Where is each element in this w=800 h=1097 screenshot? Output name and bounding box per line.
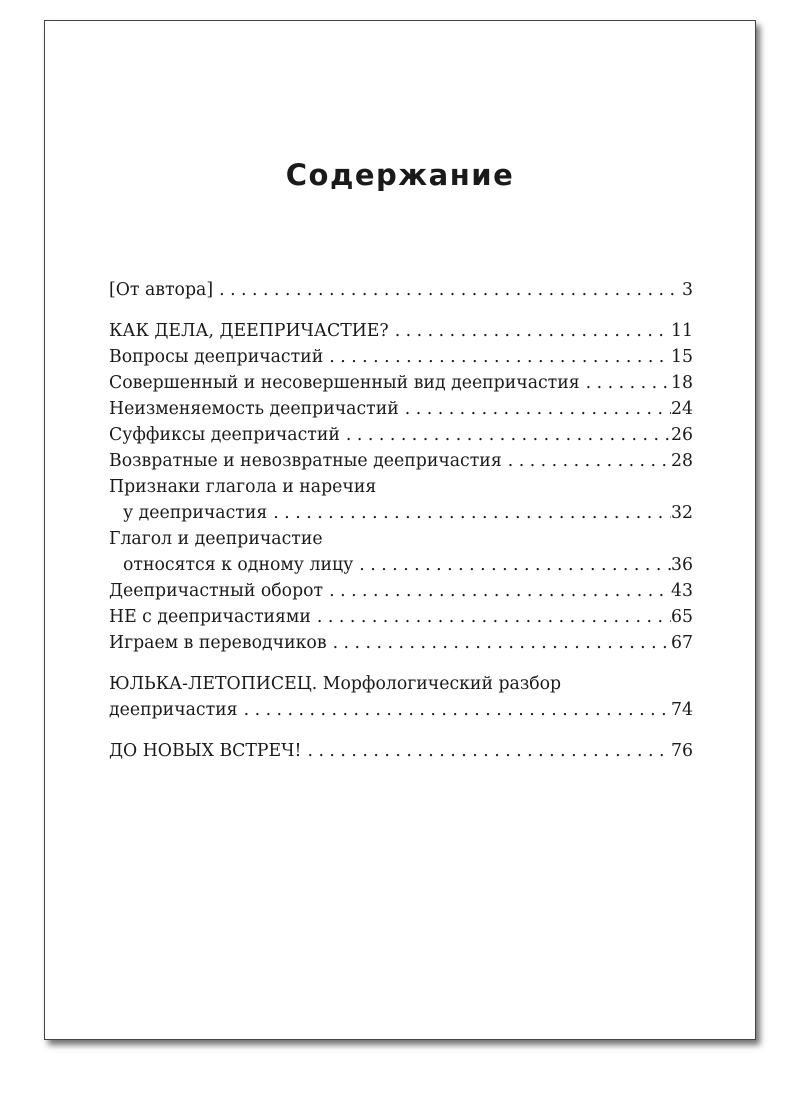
page-title: Содержание [285,158,515,192]
book-page [44,20,756,1040]
dot-leader [238,700,671,720]
dot-leader [502,451,671,471]
toc-entry-reflexive [109,451,693,477]
toc-entry-suffixes [109,425,693,451]
toc-page-number: 28 [671,451,693,471]
toc-page-number: 26 [671,425,693,445]
dot-leader [213,280,682,300]
dot-leader [389,321,671,341]
toc-page-number: 24 [671,399,693,419]
toc-entry-part1 [109,321,693,347]
toc-page-number: 65 [671,607,693,627]
toc-entry-text: ДО НОВЫХ ВСТРЕЧ! [109,741,302,761]
toc-entry-questions [109,347,693,373]
toc-page-number: 3 [682,280,693,300]
toc-entry-oborot [109,581,693,607]
dot-leader [323,347,671,367]
toc-page-number: 15 [671,347,693,367]
toc-entry-text: ЮЛЬКА-ЛЕТОПИСЕЦ. Морфологический разбор [109,674,562,694]
dot-leader [267,503,671,523]
toc-entry-invariability [109,399,693,425]
toc-entry-aspect [109,373,693,399]
toc-entry-text: относятся к одному лицу [123,555,354,575]
toc-entry-text: деепричастия [109,700,238,720]
toc-entry-text: Вопросы деепричастий [109,347,324,367]
toc-entry-text: Деепричастный оборот [109,581,324,601]
dot-leader [399,399,671,419]
toc-page-number: 74 [671,700,693,720]
toc-entry-text: Совершенный и несовершенный вид деепричастия [109,373,580,393]
dot-leader [327,633,671,653]
toc-entry-same-person [109,555,693,581]
toc-page-number: 11 [671,321,693,341]
toc-entry-text: КАК ДЕЛА, ДЕЕПРИЧАСТИЕ? [109,321,389,341]
dot-leader [311,607,671,627]
toc-entry-text: НЕ с деепричастиями [109,607,311,627]
toc-entry-text: Возвратные и невозвратные деепричастия [109,451,502,471]
toc-page-number: 67 [671,633,693,653]
toc-page-number: 32 [671,503,693,523]
toc-page-number: 76 [671,741,693,761]
toc-entry-signs [109,503,693,529]
toc-entry-text: Неизменяемость деепричастий [109,399,399,419]
toc-entry-end [109,741,693,767]
toc-entry-text: Суффиксы деепричастий [109,425,340,445]
toc-entry-text: Играем в переводчиков [109,633,327,653]
dot-leader [323,581,671,601]
toc-entry-ne [109,607,693,633]
toc-entry-text: Признаки глагола и наречия [109,477,377,497]
toc-page-number: 36 [671,555,693,575]
toc-entry-text: [От автора] [109,280,214,300]
toc-entry-text: у деепричастия [123,503,268,523]
dot-leader [353,555,671,575]
toc-page-number: 43 [671,581,693,601]
dot-leader [301,741,671,761]
dot-leader [580,373,671,393]
dot-leader [340,425,671,445]
toc-page-number: 18 [671,373,693,393]
toc-entry-author [109,280,693,306]
toc-entry-yulka [109,700,693,726]
toc-entry-text: Глагол и деепричастие [109,529,323,549]
toc-entry-translators [109,633,693,659]
